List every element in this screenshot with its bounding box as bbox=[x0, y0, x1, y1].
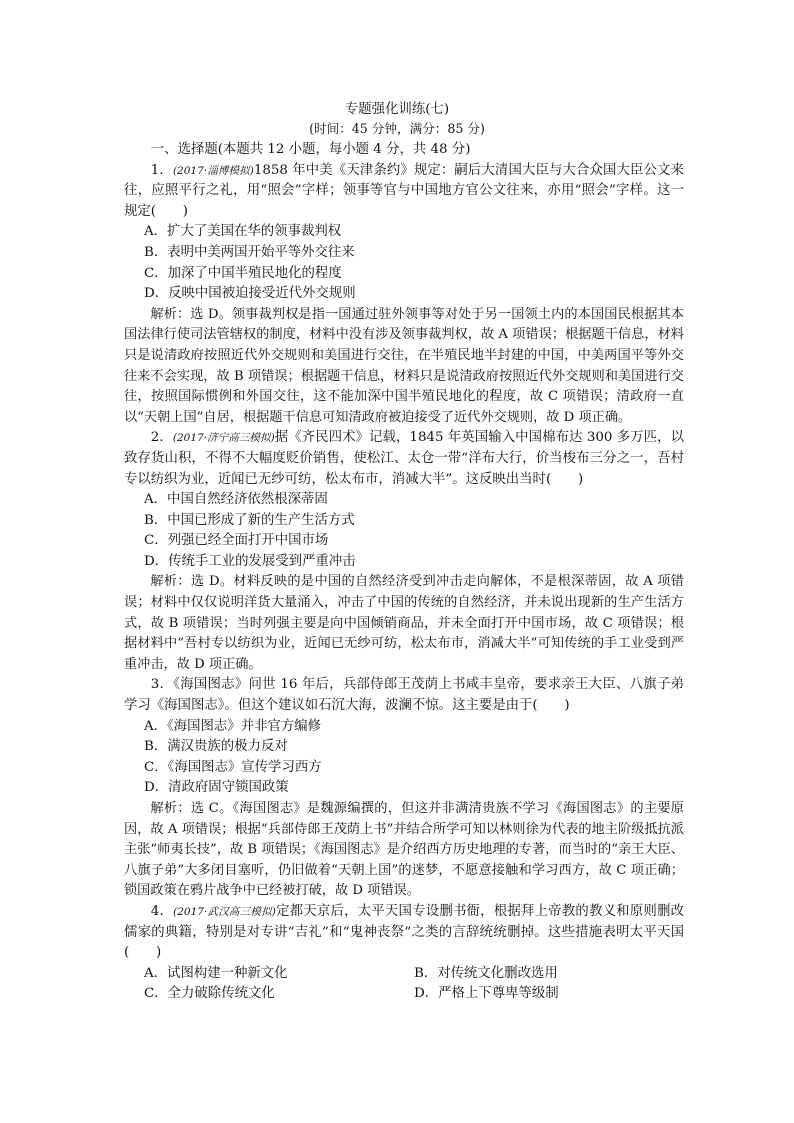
page-subtitle: (时间：45 分钟，满分：85 分) bbox=[309, 121, 485, 136]
question-1-option-a: A．扩大了美国在华的领事裁判权 bbox=[144, 224, 342, 240]
question-3-analysis: 解析：选 C。《海国图志》是魏源编撰的，但这并非满清贵族不学习《海国图志》的主要原因，故 A 项错误；根据“兵部侍郎王茂荫上书”并结合所学可知以林则徐为代表的地主阶级抵抗派主张“师夷长技”，故 B 项错误；《海国图志》是介绍西方历史地理的专著，而当时的“亲王大臣、八旗子弟”大多闭目塞听，仍旧做着“天朝上国”的迷梦，不愿意接触和学习西方，故 C 项正确；锁国政策在鸦片战争中已经被打破，故 D 项错误。 bbox=[124, 801, 684, 899]
question-source: (2017·武汉高三模拟) bbox=[173, 905, 276, 918]
question-number: 3． bbox=[150, 677, 174, 693]
question-1-analysis: 解析：选 D。领事裁判权是指一国通过驻外领事等对处于另一国领土内的本国国民根据其本国法律行使司法管辖权的制度，材料中没有涉及领事裁判权，故 A 项错误；根据题干信息，材料只是说清政府按照近代外交规则和美国进行交往，在半殖民地半封建的中国，中美两国平等外交往来不会实现，故 B 项错误；根据题干信息，材料只是说清政府按照近代外交规则和美国进行交往，按照国际惯例和外国交往，这不能加深中国半殖民地化的程度，故 C 项错误；清政府一直以“天朝上国”自居，根据题干信息可知清政府被迫接受了近代外交规则，故 D 项正确。 bbox=[124, 306, 684, 425]
question-3-option-c: C．《海国图志》宣传学习西方 bbox=[144, 759, 322, 775]
question-text: 《海国图志》问世 16 年后，兵部侍郎王茂荫上书咸丰皇帝，要求亲王大臣、八旗子弟学习《海国图志》。但这个建议如石沉大海，波澜不惊。这主要是由于( ) bbox=[124, 677, 684, 714]
question-2-option-c: C．列强已经全面打开中国市场 bbox=[144, 533, 329, 549]
question-source: (2017·济宁高三模拟) bbox=[172, 432, 275, 445]
question-4-stem bbox=[124, 902, 684, 964]
question-3-option-b: B．满汉贵族的极力反对 bbox=[144, 739, 288, 755]
question-2-stem bbox=[124, 428, 684, 490]
question-1-option-b: B．表明中美两国开始平等外交往来 bbox=[144, 244, 355, 260]
question-3-option-a: A．《海国图志》并非官方编修 bbox=[144, 718, 322, 734]
question-4-option-a: A．试图构建一种新文化 bbox=[144, 965, 288, 981]
question-source: (2017·淄博模拟) bbox=[172, 164, 254, 177]
question-number: 2． bbox=[150, 430, 173, 446]
question-4-option-c: C．全力破除传统文化 bbox=[144, 986, 275, 1002]
document-body bbox=[124, 140, 684, 1005]
section-heading: 一、选择题(本题共 12 小题，每小题 4 分，共 48 分) bbox=[150, 142, 471, 157]
question-1-option-d: D．反映中国被迫接受近代外交规则 bbox=[144, 286, 356, 302]
question-3-stem bbox=[124, 675, 684, 716]
question-text: 定都天京后，太平天国专设删书衙，根据拜上帝教的教义和原则删改儒家的典籍，特别是对专讲“吉礼”和“鬼神丧祭”之类的言辞统统删掉。这些措施表明太平天国( ) bbox=[124, 903, 684, 961]
question-2-analysis: 解析：选 D。材料反映的是中国的自然经济受到冲击走向解体，不是根深蒂固，故 A 项错误；材料中仅仅说明洋货大量涌入，冲击了中国的传统的自然经济，并未说出现新的生产生活方式，故 B 项错误；当时列强主要是向中国倾销商品，并未全面打开中国市场，故 C 项错误；根据材料中“吾村专以纺织为业，近闻已无纱可纺，松太布市，消减大半”可知传统的手工业受到严重冲击，故 D 项正确。 bbox=[124, 574, 684, 672]
question-1-stem bbox=[124, 161, 684, 223]
question-number: 4． bbox=[150, 903, 174, 919]
question-3-option-d: D．清政府固守锁国政策 bbox=[144, 780, 289, 796]
question-4-option-d: D．严格上下尊卑等级制 bbox=[414, 986, 559, 1002]
question-2-option-a: A．中国自然经济依然根深蒂固 bbox=[144, 492, 328, 508]
question-4-options bbox=[124, 964, 684, 1005]
question-1-option-c: C．加深了中国半殖民地化的程度 bbox=[144, 265, 342, 281]
question-2-option-d: D．传统手工业的发展受到严重冲击 bbox=[144, 553, 356, 569]
question-4-option-b: B．对传统文化删改选用 bbox=[414, 965, 558, 981]
question-number: 1． bbox=[150, 162, 173, 178]
question-text: 据《齐民四术》记载，1845 年英国输入中国棉布达 300 多万匹，以致存货山积，不得不大幅度贬价销售，使松江、太仓一带“洋布大行，价当梭布三分之一，吾村专以纺织为业，近闻已无纱可纺，松太布市，消减大半”。这反映出当时( ) bbox=[124, 430, 684, 487]
question-2-option-b: B．中国已形成了新的生产生活方式 bbox=[144, 512, 355, 528]
question-text: 1858 年中美《天津条约》规定：嗣后大清国大臣与大合众国大臣公文来往，应照平行之礼，用“照会”字样；领事等官与中国地方官公文往来，亦用“照会”字样。这一规定( ) bbox=[124, 162, 684, 219]
page-title: 专题强化训练(七) bbox=[344, 102, 450, 117]
